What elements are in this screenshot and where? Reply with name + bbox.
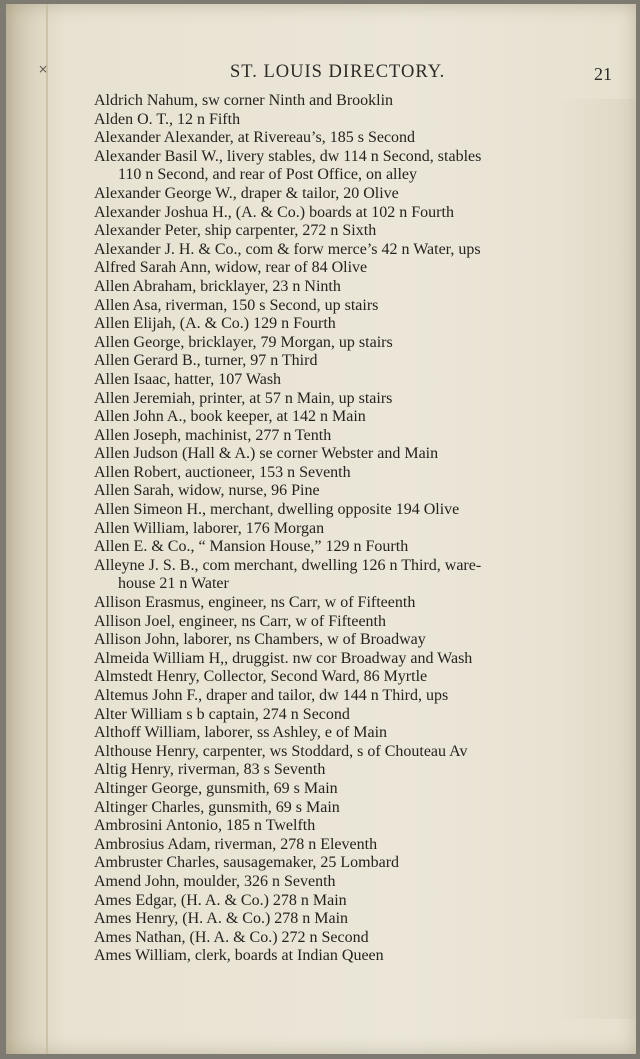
directory-page [6, 4, 636, 1054]
directory-entry [94, 892, 614, 911]
entry-text: Alexander Alexander, at Rivereau’s, 185 s Second [94, 129, 416, 147]
entry-text: Altig Henry, riverman, 83 s Seventh [94, 761, 326, 779]
entry-text: Allen Asa, riverman, 150 s Second, up stairs [94, 296, 379, 314]
directory-entry [94, 92, 614, 111]
entry-text: Aldrich Nahum, sw corner Ninth and Brooklin [94, 92, 394, 109]
directory-entry [94, 464, 614, 483]
entry-text: Alter William s b captain, 274 n Second [94, 705, 350, 723]
entry-text: Allen Abraham, bricklayer, 23 n Ninth [94, 277, 341, 295]
entry-text: Allison Joel, engineer, ns Carr, w of Fifteenth [94, 612, 386, 630]
directory-entry [94, 371, 614, 390]
directory-entry [94, 873, 614, 892]
directory-entry [94, 594, 614, 613]
directory-entry [94, 427, 614, 446]
directory-entry [94, 259, 614, 278]
entry-text: Alfred Sarah Ann, widow, rear of 84 Olive [94, 259, 368, 277]
directory-entry [94, 538, 614, 557]
directory-entry [94, 241, 614, 260]
entry-text: Alleyne J. S. B., com merchant, dwelling 126 n Third, ware- [94, 556, 482, 574]
entry-text: Allen Jeremiah, printer, at 57 n Main, up stairs [94, 389, 393, 407]
entry-text: Allen John A., book keeper, at 142 n Main [94, 408, 366, 426]
entry-text: Alden O. T., 12 n Fifth [94, 110, 241, 128]
directory-entry [94, 724, 614, 743]
entry-text: Ames Nathan, (H. A. & Co.) 272 n Second [94, 928, 369, 946]
entry-text: Alexander Basil W., livery stables, dw 114 n Second, stables [94, 147, 482, 165]
entry-text: Alexander Joshua H., (A. & Co.) boards at 102 n Fourth [94, 203, 454, 221]
directory-entry [94, 222, 614, 241]
entry-text: Allen William, laborer, 176 Morgan [94, 519, 325, 537]
directory-entry [94, 278, 614, 297]
entry-text: Altinger George, gunsmith, 69 s Main [94, 779, 338, 797]
directory-entry [94, 390, 614, 409]
entry-text: Allison John, laborer, ns Chambers, w of Broadway [94, 631, 426, 649]
entry-text: Ambrosius Adam, riverman, 278 n Eleventh [94, 835, 378, 853]
directory-entry [94, 204, 614, 223]
directory-entry [94, 631, 614, 650]
directory-entry [94, 854, 614, 873]
entry-text: Allen Robert, auctioneer, 153 n Seventh [94, 463, 351, 481]
page-header [102, 62, 612, 90]
directory-entry [94, 836, 614, 855]
directory-entry [94, 668, 614, 687]
entry-text: Alexander Peter, ship carpenter, 272 n Sixth [94, 222, 377, 240]
entry-text: Allen Gerard B., turner, 97 n Third [94, 352, 318, 370]
directory-entry [94, 352, 614, 371]
directory-entry [94, 929, 614, 948]
margin-mark: × [38, 62, 49, 76]
directory-entry [94, 613, 614, 632]
directory-entry [94, 817, 614, 836]
directory-entry [94, 761, 614, 780]
entry-text: Althouse Henry, carpenter, ws Stoddard, s of Chouteau Av [94, 742, 468, 760]
entry-text: Ames William, clerk, boards at Indian Queen [94, 947, 384, 965]
directory-entry [94, 520, 614, 539]
binding-gutter [46, 4, 48, 1054]
entry-continuation: 110 n Second, and rear of Post Office, on alley [118, 166, 418, 184]
directory-entry [94, 129, 614, 148]
directory-entry [94, 334, 614, 353]
page-title: ST. LOUIS DIRECTORY. [230, 62, 446, 82]
entry-text: Amend John, moulder, 326 n Seventh [94, 872, 336, 890]
entry-text: Alexander J. H. & Co., com & forw merce’s 42 n Water, ups [94, 240, 481, 258]
directory-entry [94, 687, 614, 706]
entry-text: Althoff William, laborer, ss Ashley, e of Main [94, 724, 388, 742]
entry-text: Altinger Charles, gunsmith, 69 s Main [94, 798, 340, 816]
directory-entry [94, 780, 614, 799]
entry-text: Allen Joseph, machinist, 277 n Tenth [94, 426, 332, 444]
entry-text: Ambrosini Antonio, 185 n Twelfth [94, 817, 316, 835]
directory-entry [94, 706, 614, 725]
directory-entry [94, 910, 614, 929]
directory-entry [94, 799, 614, 818]
entry-text: Allen E. & Co., “ Mansion House,” 129 n Fourth [94, 538, 409, 556]
directory-entry [94, 185, 614, 204]
entry-text: Ames Edgar, (H. A. & Co.) 278 n Main [94, 891, 347, 909]
directory-entry [94, 743, 614, 762]
entry-text: Allen Sarah, widow, nurse, 96 Pine [94, 482, 320, 500]
entry-text: Almeida William H,, druggist. nw cor Broadway and Wash [94, 649, 473, 667]
directory-entry [94, 111, 614, 130]
entry-text: Altemus John F., draper and tailor, dw 144 n Third, ups [94, 687, 449, 704]
directory-entry [94, 315, 614, 334]
entry-text: Allen Judson (Hall & A.) se corner Webster and Main [94, 445, 439, 463]
page-number: 21 [594, 64, 612, 84]
directory-entry [94, 650, 614, 669]
entry-text: Almstedt Henry, Collector, Second Ward, 86 Myrtle [94, 668, 428, 686]
entry-text: Ames Henry, (H. A. & Co.) 278 n Main [94, 910, 349, 928]
directory-entry [94, 297, 614, 316]
directory-entry [94, 482, 614, 501]
entry-text: Allen Simeon H., merchant, dwelling opposite 194 Olive [94, 501, 460, 519]
entry-text: Allen Isaac, hatter, 107 Wash [94, 370, 282, 388]
entry-text: Allison Erasmus, engineer, ns Carr, w of Fifteenth [94, 594, 416, 612]
entry-text: Allen George, bricklayer, 79 Morgan, up stairs [94, 333, 393, 351]
directory-entry [94, 445, 614, 464]
entry-text: Allen Elijah, (A. & Co.) 129 n Fourth [94, 315, 336, 333]
entry-continuation: house 21 n Water [118, 575, 229, 593]
entry-text: Alexander George W., draper & tailor, 20 Olive [94, 184, 399, 202]
directory-entries [94, 92, 614, 966]
directory-entry [94, 947, 614, 966]
entry-text: Ambruster Charles, sausagemaker, 25 Lombard [94, 854, 400, 872]
directory-entry [94, 501, 614, 520]
directory-entry [94, 408, 614, 427]
directory-entry [94, 148, 614, 185]
directory-entry [94, 557, 614, 594]
